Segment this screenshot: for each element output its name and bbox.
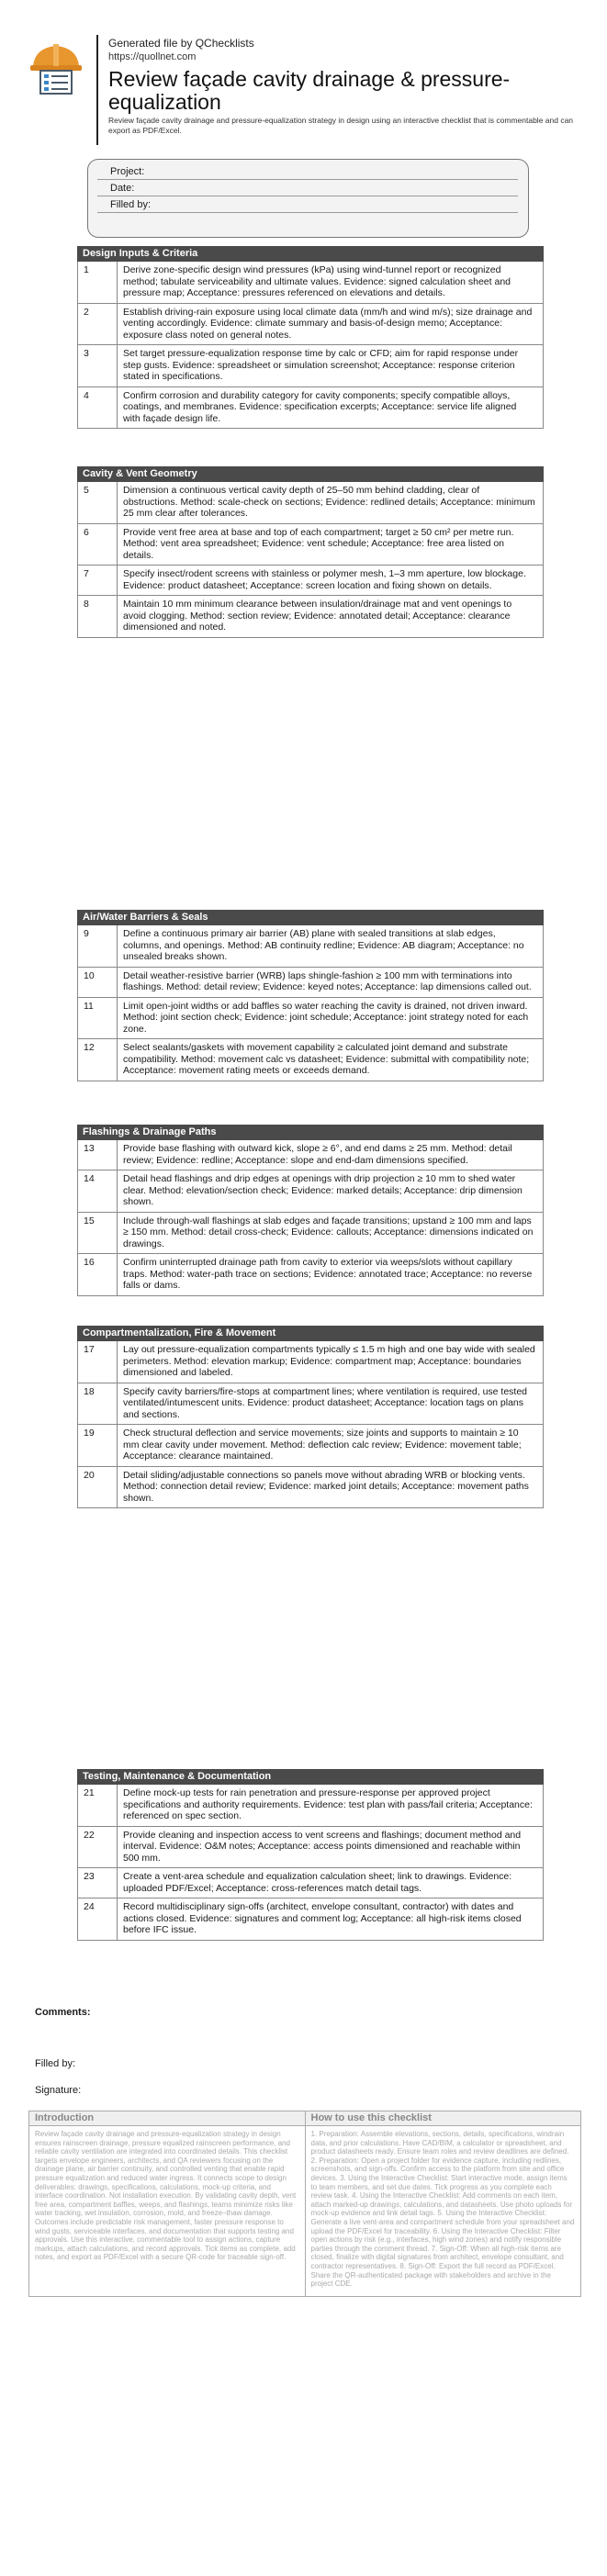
how-to-column bbox=[305, 2111, 581, 2296]
item-number: 23 bbox=[78, 1868, 118, 1898]
header-divider bbox=[96, 35, 98, 145]
checklist-item[interactable] bbox=[77, 1213, 544, 1255]
checklist-item[interactable] bbox=[77, 524, 544, 566]
item-text: Provide cleaning and inspection access to vent screens and flashings; document method and interval. Evidence: O&M notes; Acceptance: access points dimensioned and reachable within 500 mm. bbox=[123, 1829, 522, 1864]
item-text: Dimension a continuous vertical cavity depth of 25–50 mm behind cladding, clear of obstructions. Method: scale-check on sections; Evidence: redlined details; Acceptance: minimum 25 mm clear after tolerances. bbox=[123, 485, 535, 519]
item-number: 19 bbox=[78, 1425, 118, 1466]
item-number: 13 bbox=[78, 1140, 118, 1170]
item-text: Limit open-joint widths or add baffles so water reaching the cavity is drained, not driven inward. Method: joint section check; Evidence: joint schedule; Acceptance: joint strategy noted for each zone. bbox=[123, 1000, 529, 1035]
checklist-item[interactable] bbox=[77, 925, 544, 968]
item-number: 11 bbox=[78, 998, 118, 1039]
section-compartmentalization bbox=[77, 1326, 544, 1508]
item-text: Select sealants/gaskets with movement capability ≥ calculated joint demand and substrate compatibility. Method: movement calc vs datasheet; Evidence: submittal with compatibility note; Acceptance: movement rating meets or exceeds demand. bbox=[123, 1042, 530, 1076]
checklist-item[interactable] bbox=[77, 1140, 544, 1170]
section-cavity-vent bbox=[77, 466, 544, 638]
checklist-item[interactable] bbox=[77, 304, 544, 346]
project-field[interactable]: Project: bbox=[97, 163, 518, 180]
section-title: Design Inputs & Criteria bbox=[77, 246, 544, 262]
introduction-text: Review façade cavity drainage and pressure-equalization strategy in design ensures rainscreen drainage, pressure equalized rainscreen performance, and reliable cavity ventilation are integrated into coordinated details. This checklist targets envelope engineers, architects, and QA reviewers focusing on the drainage plane, air barrier continuity, and controlled venting that enable rapid pressure equalization and reduced water ingress. It connects scope to design deliverables: drawings, specifications, calculations, mock-up criteria, and interface coordination. Not installation execution. By validating cavity depth, vent free area, compartment baffles, weeps, and flashings, teams minimize risks like water tracking, wet insulation, corrosion, mold, and freeze–thaw damage. Outcomes include predictable risk management, faster pressure response to wind gusts, serviceable interfaces, and documentation that supports testing and approvals. Use this interactive, commentable tool to assign actions, capture markups, attach calculations, and record approvals. Tick items as complete, add notes, and export as PDF/Excel with a secure QR-code for traceable sign-off. bbox=[35, 2130, 297, 2262]
checklist-item[interactable] bbox=[77, 1039, 544, 1081]
item-number: 24 bbox=[78, 1898, 118, 1940]
checklist-item[interactable] bbox=[77, 1383, 544, 1426]
item-number: 4 bbox=[78, 387, 118, 429]
item-number: 12 bbox=[78, 1039, 118, 1081]
source-url-link[interactable]: https://quollnet.com bbox=[108, 51, 197, 62]
item-number: 7 bbox=[78, 566, 118, 595]
project-info-box bbox=[87, 159, 529, 238]
checklist-item[interactable] bbox=[77, 387, 544, 430]
checklist-item[interactable] bbox=[77, 1467, 544, 1509]
how-to-title: How to use this checklist bbox=[306, 2111, 581, 2126]
section-title: Compartmentalization, Fire & Movement bbox=[77, 1326, 544, 1341]
section-title: Flashings & Drainage Paths bbox=[77, 1125, 544, 1140]
document-header bbox=[28, 35, 579, 145]
checklist-item[interactable] bbox=[77, 1827, 544, 1869]
item-text: Set target pressure-equalization response time by calc or CFD; aim for rapid response under step gusts. Evidence: spreadsheet or simulation screenshot; Acceptance: response criterion stated in specifications. bbox=[123, 348, 519, 382]
item-number: 15 bbox=[78, 1213, 118, 1254]
page-title: Review façade cavity drainage & pressure-equalization bbox=[108, 67, 511, 114]
checklist-item[interactable] bbox=[77, 968, 544, 998]
checklist-item[interactable] bbox=[77, 1868, 544, 1898]
item-text: Define a continuous primary air barrier (AB) plane with sealed transitions at slab edges, columns, and openings. Method: AB continuity redline; Evidence: AB diagram; Acceptance: no unsealed breaks shown. bbox=[123, 928, 524, 962]
item-text: Establish driving-rain exposure using local climate data (mm/h and wind m/s); size drainage and venting accordingly. Evidence: climate summary and basis-of-design memo; Acceptance: exposure class noted on general notes. bbox=[123, 306, 533, 341]
introduction-title: Introduction bbox=[29, 2111, 305, 2126]
section-design-inputs bbox=[77, 246, 544, 429]
introduction-column bbox=[29, 2111, 305, 2296]
item-number: 16 bbox=[78, 1254, 118, 1295]
checklist-item[interactable] bbox=[77, 596, 544, 638]
item-text: Detail head flashings and drip edges at openings with drip projection ≥ 10 mm to shed water clear. Method: elevation/section check; Evidence: marked details; Acceptance: drip dimension shown. bbox=[123, 1173, 523, 1207]
item-text: Check structural deflection and service movements; size joints and supports to maintain ≥ 10 mm clear cavity under movement. Method: deflection calc review; Evidence: movement table; Acceptance: clearance maintained. bbox=[123, 1428, 522, 1462]
item-number: 3 bbox=[78, 345, 118, 386]
checklist-item[interactable] bbox=[77, 1425, 544, 1467]
page-subtitle: Review façade cavity drainage and pressure-equalization strategy in design using an interactive checklist that is commentable and can export as PDF/Excel. bbox=[108, 116, 574, 135]
item-text: Maintain 10 mm minimum clearance between insulation/drainage mat and vent openings to avoid clogging. Method: section review; Evidence: annotated detail; Acceptance: clearance dimensioned and noted. bbox=[123, 599, 512, 633]
item-text: Include through-wall flashings at slab edges and façade transitions; upstand ≥ 100 mm and laps ≥ 150 mm. Method: detail cross-check; Evidence: callouts; Acceptance: dimensions indicated on drawings. bbox=[123, 1215, 534, 1249]
filled-by-label: Filled by: bbox=[35, 2058, 76, 2069]
item-text: Detail sliding/adjustable connections so panels move without abrading WRB or blocking vents. Method: connection detail review; Evidence: marked joint details; Acceptance: movement paths shown. bbox=[123, 1469, 529, 1504]
section-air-water-barriers bbox=[77, 910, 544, 1081]
item-text: Derive zone-specific design wind pressures (kPa) using wind-tunnel report or recognized method; tabulate serviceability and ultimate values. Evidence: signed calculation sheet and pressure map; Acceptance: pressures referenced on elevations and details. bbox=[123, 264, 511, 298]
item-number: 6 bbox=[78, 524, 118, 566]
item-text: Confirm uninterrupted drainage path from cavity to exterior via weeps/slots without capillary traps. Method: water-path trace on sections; Evidence: annotated trace; Acceptance: no reverse falls or dams. bbox=[123, 1257, 533, 1291]
checklist-item[interactable] bbox=[77, 482, 544, 524]
item-text: Define mock-up tests for rain penetration and pressure-response per approved project specifications and authority requirements. Evidence: test plan with pass/fail criteria; Acceptance: referenced on spec section. bbox=[123, 1787, 533, 1821]
item-number: 21 bbox=[78, 1785, 118, 1826]
item-text: Lay out pressure-equalization compartments typically ≤ 1.5 m high and one bay wide with sealed perimeters. Method: elevation markup; Evidence: compartment map; Acceptance: boundaries dimensioned and labeled. bbox=[123, 1344, 535, 1378]
item-number: 5 bbox=[78, 482, 118, 523]
item-number: 14 bbox=[78, 1170, 118, 1212]
item-text: Create a vent-area schedule and equalization calculation sheet; link to drawings. Evidence: uploaded PDF/Excel; Acceptance: cross-references match detail tags. bbox=[123, 1871, 512, 1894]
checklist-item[interactable] bbox=[77, 345, 544, 387]
section-title: Testing, Maintenance & Documentation bbox=[77, 1769, 544, 1785]
item-text: Specify cavity barriers/fire-stops at compartment lines; where ventilation is required, use tested ventilated/intumescent units. Evidence: product datasheet; Acceptance: location tags on plans and sections. bbox=[123, 1385, 528, 1420]
item-number: 18 bbox=[78, 1383, 118, 1425]
info-panel bbox=[28, 2111, 581, 2297]
checklist-item[interactable] bbox=[77, 1341, 544, 1383]
item-number: 22 bbox=[78, 1827, 118, 1868]
item-text: Record multidisciplinary sign-offs (architect, envelope consultant, contractor) with dates and actions closed. Evidence: signatures and comment log; Acceptance: all high-risk items closed before IFC issue. bbox=[123, 1901, 522, 1935]
checklist-item[interactable] bbox=[77, 998, 544, 1040]
section-flashings-drainage bbox=[77, 1125, 544, 1296]
checklist-item[interactable] bbox=[77, 262, 544, 304]
checklist-item[interactable] bbox=[77, 1170, 544, 1213]
checklist-item[interactable] bbox=[77, 1254, 544, 1296]
item-text: Provide base flashing with outward kick, slope ≥ 6°, and end dams ≥ 25 mm. Method: detail review; Evidence: redline; Acceptance: slope and end-dam dimensions specified. bbox=[123, 1143, 512, 1166]
item-number: 17 bbox=[78, 1341, 118, 1383]
section-title: Cavity & Vent Geometry bbox=[77, 466, 544, 482]
section-testing-documentation bbox=[77, 1769, 544, 1941]
item-number: 20 bbox=[78, 1467, 118, 1508]
item-number: 1 bbox=[78, 262, 118, 303]
item-text: Confirm corrosion and durability category for cavity components; specify compatible alloys, coatings, and membranes. Evidence: specification excerpts; Acceptance: service life aligned with façade design life. bbox=[123, 389, 517, 424]
date-field[interactable]: Date: bbox=[97, 180, 518, 196]
hardhat-checklist-logo-icon bbox=[28, 39, 84, 95]
checklist-item[interactable] bbox=[77, 1898, 544, 1941]
item-text: Specify insect/rodent screens with stainless or polymer mesh, 1–3 mm aperture, low blockage. Evidence: product datasheet; Acceptance: screen location and fixing shown on details. bbox=[123, 568, 526, 591]
comments-label: Comments: bbox=[35, 2007, 91, 2018]
how-to-text: 1. Preparation: Assemble elevations, sections, details, specifications, windrain data, and prior calculations. Have CAD/BIM, a calculator or spreadsheet, and product datasheets ready. Ensure team roles and review deadlines are defined. 2. Preparation: Open a project folder for evidence capture, including redlines, screenshots, and sign-offs. Confirm access to the platform from site and office devices. 3. Using the Interactive Checklist: Start interactive mode, assign items to team members, and set due dates. Tick progress as you complete each review task. 4. Using the Interactive Checklist: Add comments on each item, attach marked-up drawings, calculations, and datasheets. Use photo uploads for mock-up evidence and link detail tags. 5. Using the Interactive Checklist: Generate a live vent-area and compartment schedule from your spreadsheet and upload the PDF/Excel for traceability. 6. Using the Interactive Checklist: Filter open actions by risk (e.g., interfaces, high wind zones) and notify responsible parties through the comment thread. 7. Sign-Off: When all high-risk items are closed, finalize with digital signatures from architect, envelope consultant, and contractor representatives. 8. Sign-Off: Export the full record as PDF/Excel. Share the QR-authenticated package with stakeholders and archive in the project CDE. bbox=[310, 2130, 575, 2289]
item-number: 8 bbox=[78, 596, 118, 637]
generated-by-text: Generated file by QChecklists bbox=[108, 37, 254, 50]
checklist-item[interactable] bbox=[77, 1785, 544, 1827]
signature-label: Signature: bbox=[35, 2085, 82, 2096]
item-number: 9 bbox=[78, 925, 118, 967]
item-text: Detail weather-resistive barrier (WRB) laps shingle-fashion ≥ 100 mm with terminations into flashings. Method: detail review; Evidence: keyed notes; Acceptance: lap dimensions called out. bbox=[123, 969, 532, 992]
item-text: Provide vent free area at base and top of each compartment; target ≥ 50 cm² per metre run. Method: vent area spreadsheet; Evidence: vent schedule; Acceptance: free area listed on details. bbox=[123, 526, 514, 561]
checklist-item[interactable] bbox=[77, 566, 544, 596]
item-number: 10 bbox=[78, 968, 118, 997]
item-number: 2 bbox=[78, 304, 118, 345]
section-title: Air/Water Barriers & Seals bbox=[77, 910, 544, 925]
filled-by-field[interactable]: Filled by: bbox=[97, 196, 518, 213]
